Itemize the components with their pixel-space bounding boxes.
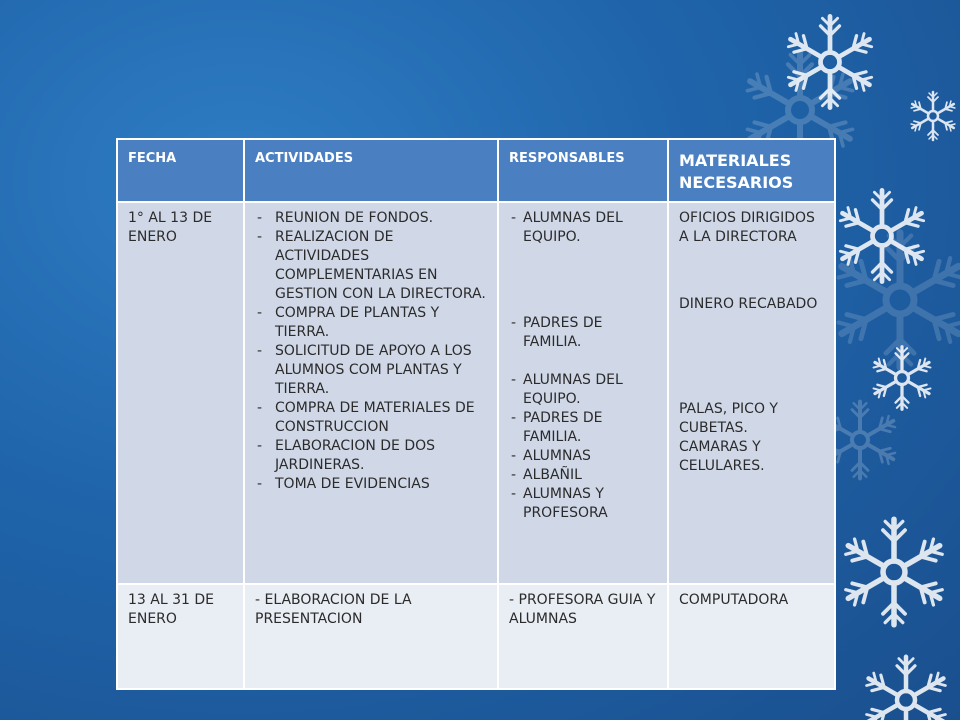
list-item: - REUNION DE FONDOS. [255,209,489,228]
cell-actividades: - ELABORACION DE LA PRESENTACION [244,584,498,689]
list-item: - ALUMNAS Y PROFESORA [509,485,659,523]
materiales-item: PALAS, PICO Y CUBETAS. [679,401,778,437]
list-item: - REALIZACION DE ACTIVIDADES COMPLEMENTARIAS EN GESTION CON LA DIRECTORA. [255,228,489,304]
list-item: - ALUMNAS DEL EQUIPO. [509,209,659,247]
snowflake-icon [910,92,957,140]
list-item: - ALBAÑIL [509,466,659,485]
snowflake-icon [838,190,926,281]
list-item: - SOLICITUD DE APOYO A LOS ALUMNOS COM PLANTAS Y TIERRA. [255,342,489,399]
activities-table [116,138,836,690]
list-item: - PADRES DE FAMILIA. [509,314,659,352]
cell-materiales: COMPUTADORA [668,584,835,689]
materiales-item: OFICIOS DIRIGIDOS A LA DIRECTORA [679,210,815,246]
cell-actividades [244,202,498,583]
table-row [117,202,835,583]
snowflake-icon [843,519,945,625]
header-materiales: MATERIALES NECESARIOS [668,139,835,202]
materiales-item: CAMARAS Y CELULARES. [679,439,765,475]
snowflake-icon [864,657,948,720]
table-row [117,584,835,689]
list-item: - ALUMNAS DEL EQUIPO. [509,371,659,409]
cell-responsables: - PROFESORA GUIA Y ALUMNAS [498,584,668,689]
cell-responsables [498,202,668,583]
snowflake-icon [786,16,874,107]
list-item: - PADRES DE FAMILIA. [509,409,659,447]
header-responsables: RESPONSABLES [498,139,668,202]
materiales-item: DINERO RECABADO [679,296,818,313]
table-header-row [117,139,835,202]
snowflake-icon [872,347,933,409]
list-item: - COMPRA DE PLANTAS Y TIERRA. [255,304,489,342]
cell-materiales [668,202,835,583]
list-item: - COMPRA DE MATERIALES DE CONSTRUCCION [255,399,489,437]
list-item: - ELABORACION DE DOS JARDINERAS. [255,437,489,475]
snowflake-icon [835,233,960,367]
cell-fecha: 13 AL 31 DE ENERO [117,584,244,689]
cell-fecha: 1° AL 13 DE ENERO [117,202,244,583]
list-item: - ALUMNAS [509,447,659,466]
header-actividades: ACTIVIDADES [244,139,498,202]
header-fecha: FECHA [117,139,244,202]
list-item: - TOMA DE EVIDENCIAS [255,475,489,494]
